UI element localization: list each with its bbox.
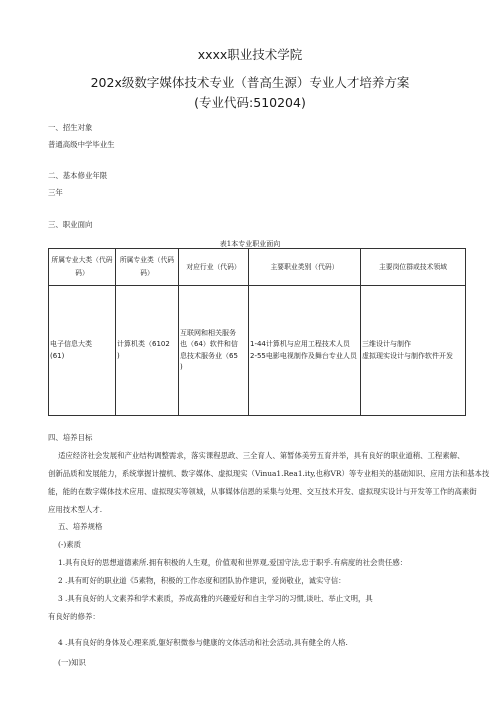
career-orientation-table (48, 248, 466, 416)
cell-major-class: 计算机类（6102 ) (116, 286, 179, 416)
section-2-heading: 二、基本修业年限 (48, 171, 108, 180)
list-item: 3 .具有良好的人文素养和学术素质，养成高雅的兴趣爱好和自主学习的习惯,谈吐、举止文明，具 (58, 594, 373, 603)
section-5-heading: 五、培养规格 (58, 522, 103, 531)
cell-industry: 互联网和相关服务 也（64）软件和信 息技术服务业（65 ) (179, 286, 249, 416)
program-title: 202x级数字媒体技术专业（普高生源）专业人才培养方案 (90, 75, 410, 90)
program-code: (专业代码:510204) (194, 95, 306, 110)
section-4-heading: 四、培养目标 (48, 433, 93, 442)
list-item: 4 .具有良好的身体及心理来质,躯好积微参与健康的文体活动和社会活动,具有健全的人格. (58, 638, 348, 647)
section-1-heading: 一、招生对象 (48, 123, 93, 132)
list-item-continuation: 有良好的修养： (48, 612, 100, 621)
list-item: 1.具有良好的思想道德素所.拥有积极的人生观，价值观和世界观,爱国守法,忠于职乎.有病度的社会贵任感： (58, 558, 408, 567)
cell-jobs: 三维设计与制作 虚拟现实设计与制作软件开发 (361, 286, 466, 416)
header-major-class: 所属专业类（代码 码） (116, 249, 179, 286)
section-4-line-3: 能，能的在数字媒体技术应用、虚拟现实等领城，从事媒体信恩的采集与处理、交互技术开发、虚拟现实设计与开发等工作的高素街 (48, 487, 477, 496)
cell-major-category: 电子信息大类 (61) (49, 286, 116, 416)
section-4-line-2: 创新品质和发展能力，系统掌握计擅机、数字媒体、虚拟现实（Vinua1.Rea1.ity,也称VR）等专业相关的基础知识、应用方法和基本技 (48, 469, 490, 478)
table-row (49, 286, 466, 416)
section-4-line-1: 适应经济社会发展和产业结构调整需求，落实课程思政、三全育人、第暂体美劳五育并举，具有良好的职业道稍、工程素解、 (58, 451, 465, 460)
table-header-row (49, 249, 466, 286)
header-occupation: 主要职业类别（代码） (249, 249, 361, 286)
section-2-text: 三年 (48, 188, 63, 197)
section-5-sub-knowledge: (一)知识 (58, 658, 86, 667)
list-item: 2 .具有町好的职业道《5素物，积极的工作态度和团队协作建识，爱岗敬业，诚实守信： (58, 576, 346, 585)
section-5-sub-quality: (-)素质 (58, 540, 82, 549)
school-name: xxxx职业技术学院 (197, 47, 303, 62)
table-caption: 表1本专业职业面向 (219, 240, 281, 248)
header-jobs: 主要岗位群或技术领域 (361, 249, 466, 286)
section-3-heading: 三、职业面向 (48, 220, 93, 229)
header-major-category: 所属专业大类（代码 码） (49, 249, 116, 286)
cell-occupation: 1-44计算机与应用工程技术人员 2-55电影电视制作及舞台专业人员 (249, 286, 361, 416)
section-4-line-4: 应用技术型人才. (48, 505, 103, 514)
header-industry: 对应行业（代码） (179, 249, 249, 286)
section-1-text: 普通高级中学毕业生 (48, 140, 115, 149)
